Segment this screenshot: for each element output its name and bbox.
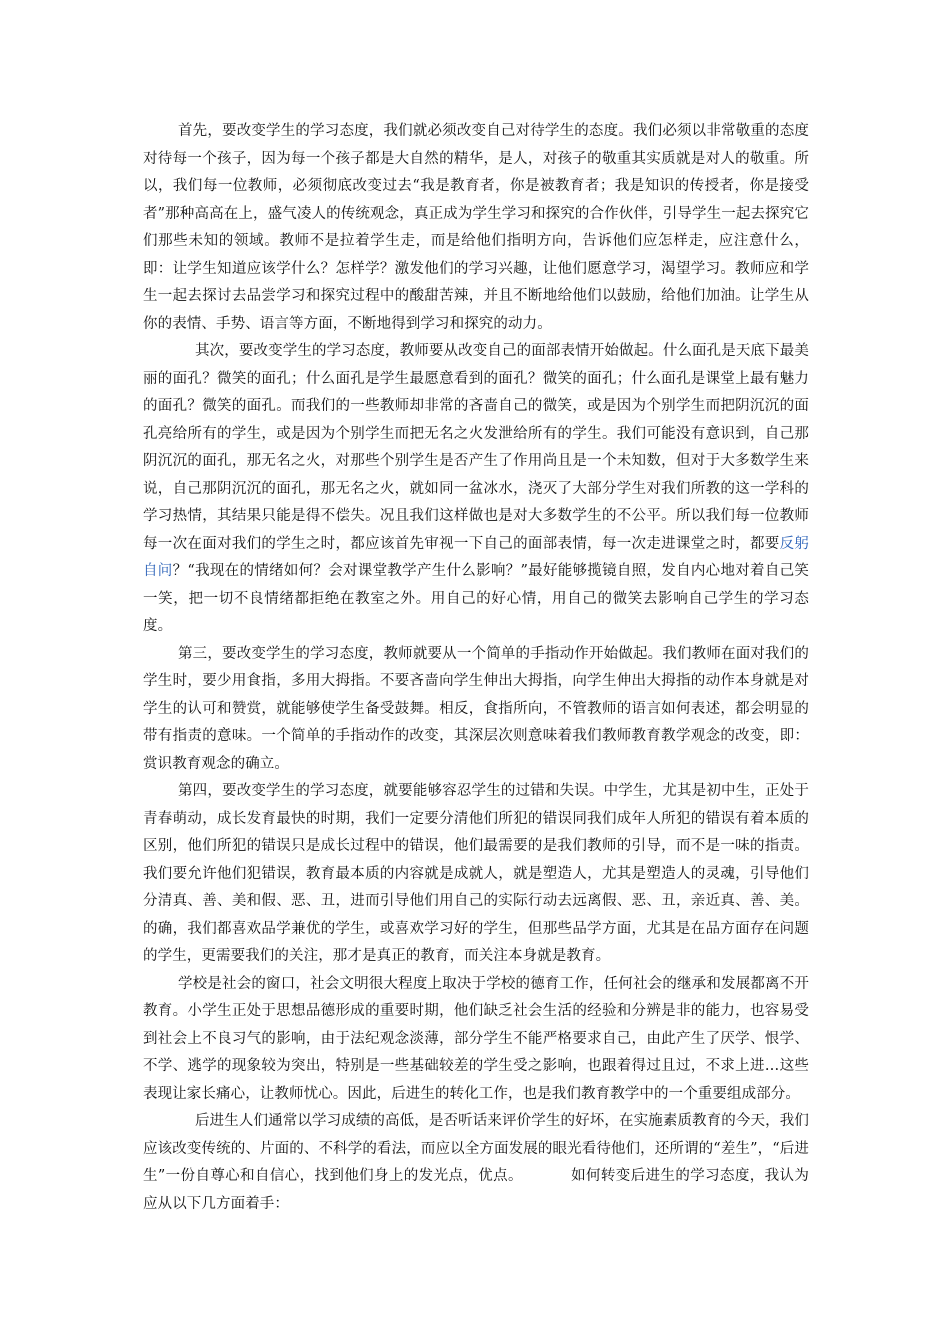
paragraph-text: 如何转变后进生的学习态度，我认为应从以下几方面着手： [143, 1168, 809, 1212]
paragraph-text: 第四，要改变学生的学习态度，就要能够容忍学生的过错和失误。中学生，尤其是初中生，正处于青春萌动，成长发育最快的时期，我们一定要分清他们所犯的错误同我们成年人所犯的错误有着本质的区别，他们所犯的错误只是成长过程中的错误，他们最需要的是我们教师的引导，而不是一味的指责。我们要允许他们犯错误，教育最本质的内容就是成就人，就是塑造人，尤其是塑造人的灵魂，引导他们分清真、善、美和假、恶、丑，进而引导他们用自己的实际行动去远离假、恶、丑，亲近真、善、美。的确，我们都喜欢品学兼优的学生，或喜欢学习好的学生，但那些品学方面，尤其是在品方面存在问题的学生，更需要我们的关注，那才是真正的教育，而关注本身就是教育。 [143, 783, 809, 964]
paragraph-text: 后进生人们通常以学习成绩的高低，是否听话来评价学生的好坏，在实施素质教育的今天，我们应该改变传统的、片面的、不科学的看法，而应以全方面发展的眼光看待他们，还所谓的“差生”，“后进生”一份自尊心和自信心，找到他们身上的发光点，优点。 [143, 1113, 809, 1184]
reflect-link[interactable]: 反躬自问 [143, 535, 809, 579]
paragraph-third [143, 641, 809, 779]
paragraph-text: ？“我现在的情绪如何？会对课堂教学产生什么影响？”最好能够揽镜自照，发自内心地对着自己笑一笑，把一切不良情绪都拒绝在教室之外。用自己的好心情，用自己的微笑去影响自己学生的学习态度。 [143, 563, 809, 634]
paragraph-text: 其次，要改变学生的学习态度，教师要从改变自己的面部表情开始做起。什么面孔是天底下最美丽的面孔？微笑的面孔；什么面孔是学生最愿意看到的面孔？微笑的面孔；什么面孔是课堂上最有魅力的面孔？微笑的面孔。而我们的一些教师却非常的吝啬自己的微笑，或是因为个别学生而把阴沉沉的面孔亮给所有的学生，或是因为个别学生而把无名之火发泄给所有的学生。我们可能没有意识到，自己那阴沉沉的面孔，那无名之火，对那些个别学生是否产生了作用尚且是一个未知数，但对于大多数学生来说，自己那阴沉沉的面孔，那无名之火，就如同一盆冰水，浇灭了大部分学生对我们所教的这一学科的学习热情，其结果只能是得不偿失。况且我们这样做也是对大多数学生的不公平。所以我们每一位教师每一次在面对我们的学生之时，都应该首先审视一下自己的面部表情，每一次走进课堂之时，都要 [143, 343, 809, 552]
document-body [143, 118, 809, 1218]
paragraph-text: 首先，要改变学生的学习态度，我们就必须改变自己对待学生的态度。我们必须以非常敬重的态度对待每一个孩子，因为每一个孩子都是大自然的精华，是人，对孩子的敬重其实质就是对人的敬重。所以，我们每一位教师，必须彻底改变过去“我是教育者，你是被教育者；我是知识的传授者，你是接受者”那种高高在上，盛气凌人的传统观念，真正成为学生学习和探究的合作伙伴，引导学生一起去探究它们那些未知的领域。教师不是拉着学生走，而是给他们指明方向，告诉他们应怎样走，应注意什么，即：让学生知道应该学什么？怎样学？激发他们的学习兴趣，让他们愿意学习，渴望学习。教师应和学生一起去探讨去品尝学习和探究过程中的酸甜苦辣，并且不断地给他们以鼓励，给他们加油。让学生从你的表情、手势、语言等方面，不断地得到学习和探究的动力。 [143, 123, 809, 332]
paragraph-sixth [143, 1108, 809, 1218]
paragraph-fourth [143, 778, 809, 971]
paragraph-text: 学校是社会的窗口，社会文明很大程度上取决于学校的德育工作，任何社会的继承和发展都离不开教育。小学生正处于思想品德形成的重要时期，他们缺乏社会生活的经验和分辨是非的能力，也容易受到社会上不良习气的影响，由于法纪观念淡薄，部分学生不能严格要求自己，由此产生了厌学、恨学、不学、逃学的现象较为突出，特别是一些基础较差的学生受之影响，也跟着得过且过，不求上进…这些表现让家长痛心，让教师忧心。因此，后进生的转化工作，也是我们教育教学中的一个重要组成部分。 [143, 975, 809, 1102]
paragraph-text: 第三，要改变学生的学习态度，教师就要从一个简单的手指动作开始做起。我们教师在面对我们的学生时，要少用食指，多用大拇指。不要吝啬向学生伸出大拇指，向学生伸出大拇指的动作本身就是对学生的认可和赞赏，就能够使学生备受鼓舞。相反，食指所向，不管教师的语言如何表述，都会明显的带有指责的意味。一个简单的手指动作的改变，其深层次则意味着我们教师教育教学观念的改变，即：赏识教育观念的确立。 [143, 645, 809, 772]
paragraph-fifth [143, 971, 809, 1109]
paragraph-first [143, 118, 809, 338]
paragraph-second [143, 338, 809, 641]
